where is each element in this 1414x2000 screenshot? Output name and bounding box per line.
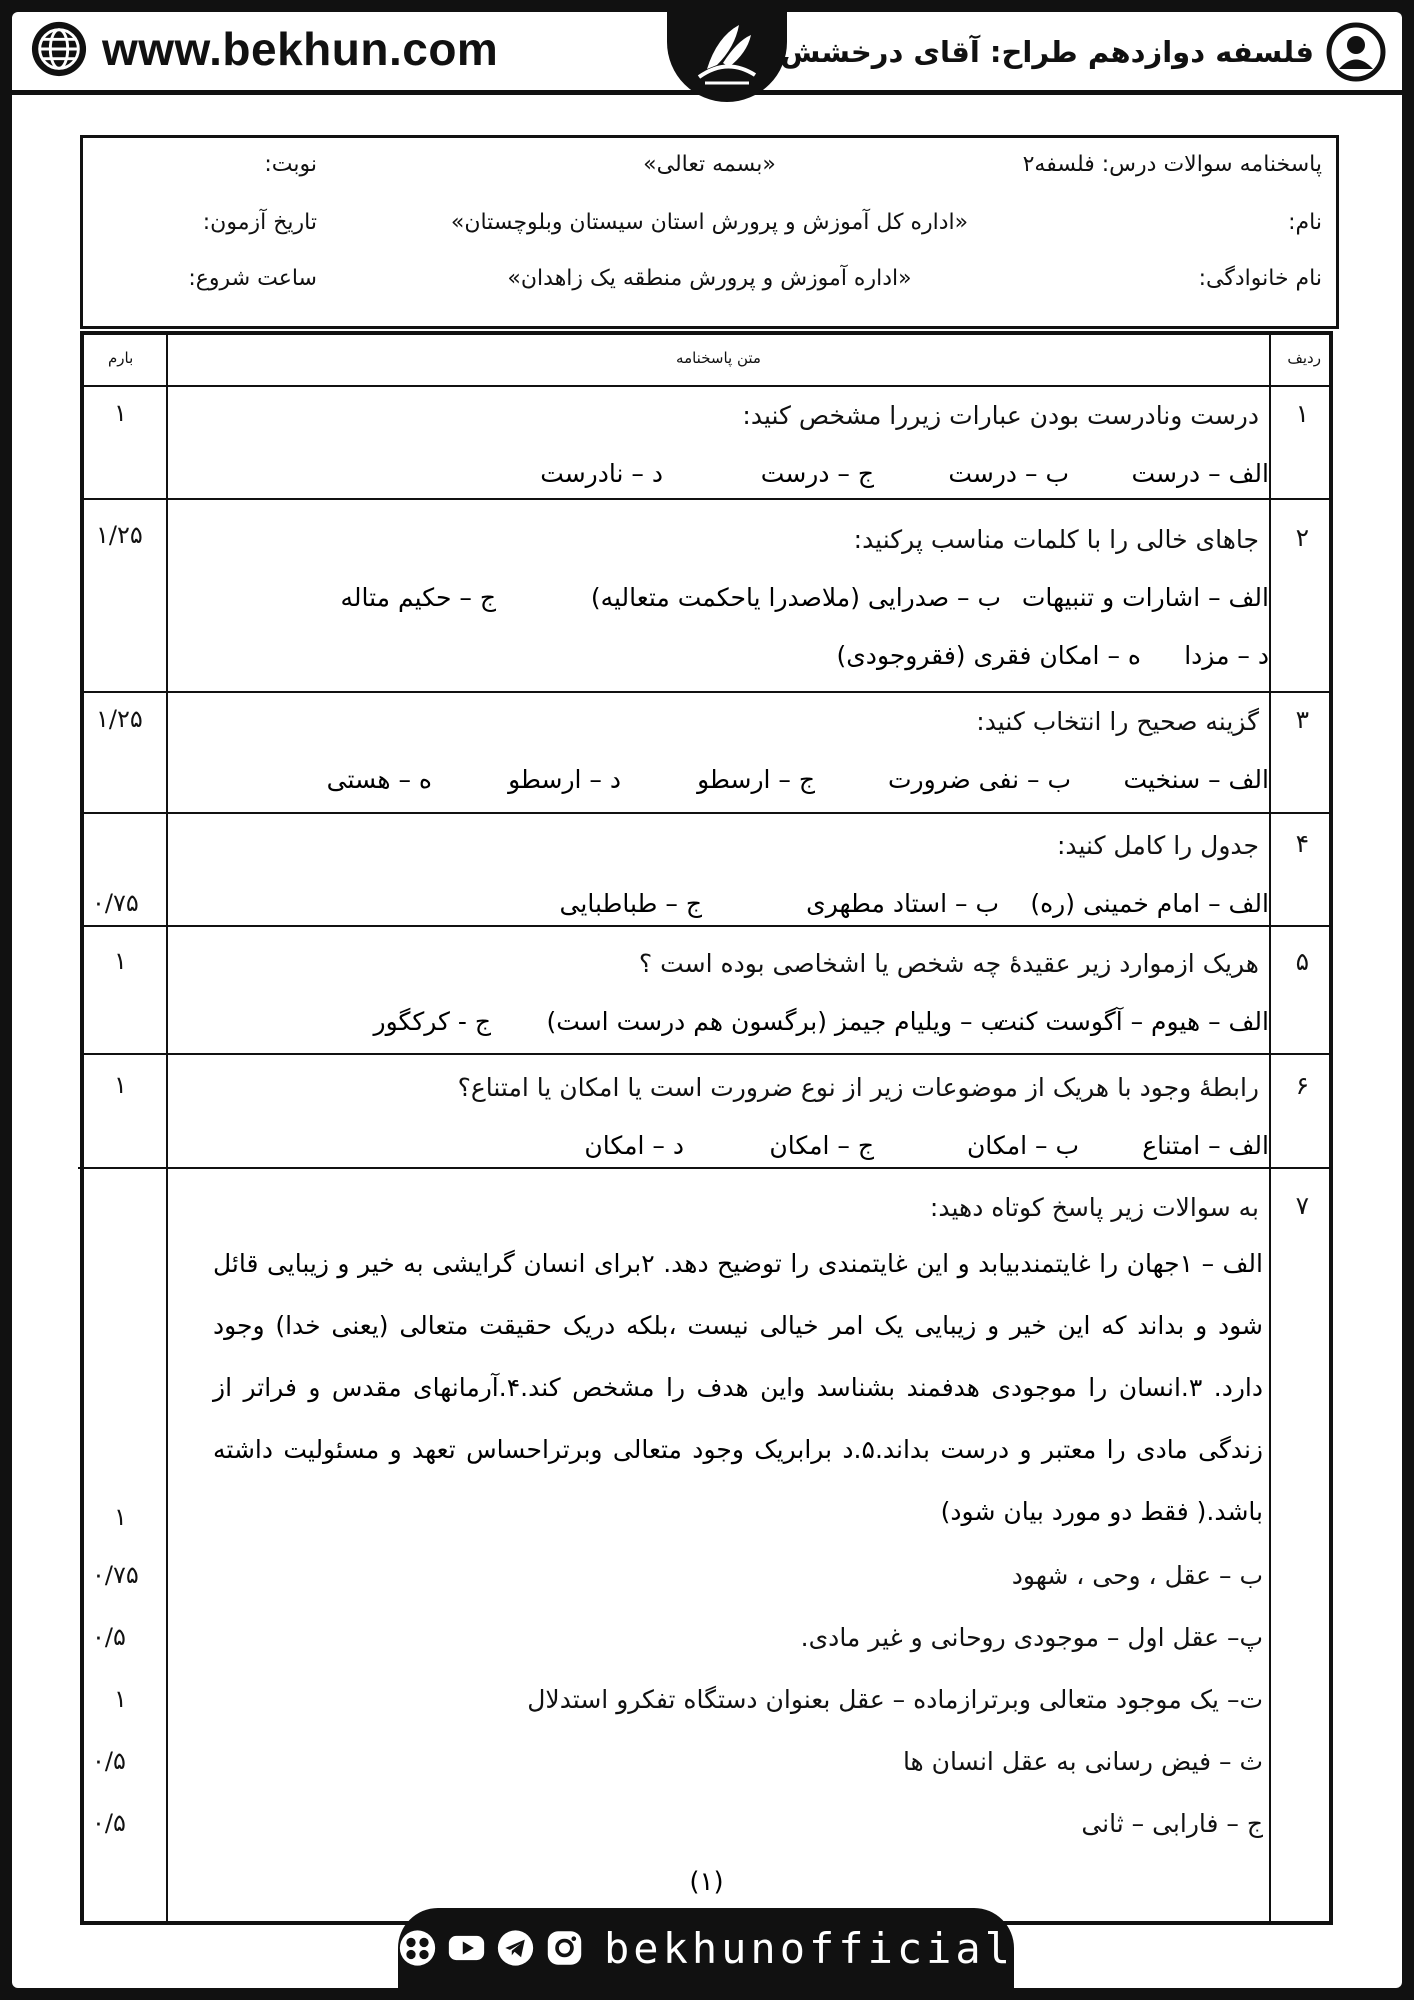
- question-score: ۰/۷۵: [92, 1561, 139, 1589]
- answer-item: الف – امتناع: [1142, 1131, 1269, 1160]
- question-number: ۶: [1295, 1071, 1309, 1100]
- answer-sheet-title: پاسخنامه سوالات درس: فلسفه۲: [1022, 152, 1322, 177]
- answer-item: ه – هستی: [326, 765, 432, 794]
- header-row-2: [97, 210, 1322, 250]
- question-number: ۵: [1295, 947, 1309, 976]
- answer-item: پ– عقل اول – موجودی روحانی و غیر مادی.: [800, 1623, 1263, 1652]
- answer-item: ت– یک موجود متعالی وبرترازماده – عقل بعنوان دستگاه تفکرو استدلال: [527, 1685, 1263, 1714]
- col-header-row: ردیف: [1287, 349, 1321, 367]
- district-office: «اداره آموزش و پرورش منطقه یک زاهدان»: [507, 266, 912, 291]
- question-text: جدول را کامل کنید:: [1056, 831, 1259, 860]
- page-number: (۱): [689, 1867, 724, 1897]
- row-divider: [84, 925, 1329, 927]
- row-divider: [84, 812, 1329, 814]
- instagram-icon[interactable]: [545, 1927, 584, 1969]
- question-number: ۷: [1295, 1191, 1309, 1220]
- turn-label: نوبت:: [264, 152, 317, 177]
- start-time-label: ساعت شروع:: [188, 266, 317, 291]
- question-text: هریک ازموارد زیر عقیدهٔ چه شخص یا اشخاصی بوده است ؟: [638, 949, 1259, 978]
- question-score: ۱: [114, 1071, 127, 1099]
- answer-item: ب – صدرایی (ملاصدرا یاحکمت متعالیه): [590, 583, 1001, 612]
- question-text: درست ونادرست بودن عبارات زیررا مشخص کنید:: [742, 401, 1259, 430]
- col-divider-score: [166, 335, 168, 1921]
- telegram-icon[interactable]: [496, 1927, 535, 1969]
- answer-item: ب – عقل ، وحی ، شهود: [1011, 1561, 1263, 1590]
- question-score: ۱: [114, 1503, 127, 1531]
- answer-item: ث – فیض رسانی به عقل انسان ها: [902, 1747, 1263, 1776]
- question-score: ۰/۵: [92, 1747, 126, 1775]
- answer-item: الف – اشارات و تنبیهات: [1021, 583, 1269, 612]
- answer-item: الف – هیوم – آگوست کنت: [993, 1007, 1269, 1036]
- youtube-icon[interactable]: [447, 1927, 486, 1969]
- question-score: ۰/۷۵: [92, 889, 139, 917]
- answer-item: الف – درست: [1131, 459, 1269, 488]
- question-score: ۱: [114, 399, 127, 427]
- answer-item: ب – درست: [948, 459, 1069, 488]
- answer-item: د – امکان: [584, 1131, 684, 1160]
- answer-table: [80, 331, 1333, 1925]
- question-text: به سوالات زیر پاسخ کوتاه دهید:: [929, 1193, 1259, 1222]
- logo-icon: [687, 17, 767, 95]
- answer-item: ه – امکان فقری (فقروجودی): [836, 641, 1141, 670]
- question-score: ۰/۵: [92, 1623, 126, 1651]
- website-url[interactable]: www.bekhun.com: [102, 23, 499, 75]
- subject-title: [780, 22, 1386, 82]
- name-label: نام:: [1288, 210, 1322, 235]
- question-text: رابطهٔ وجود با هریک از موضوعات زیر از نوع ضرورت است یا امکان یا امتناع؟: [457, 1073, 1259, 1102]
- question-number: ۳: [1295, 705, 1309, 734]
- answer-item: ج - کرکگور: [373, 1007, 491, 1036]
- top-banner: [12, 12, 1402, 95]
- answer-item: ج – طباطبایی: [559, 889, 702, 918]
- row-divider: [84, 385, 1329, 387]
- answer-item: د – نادرست: [540, 459, 663, 488]
- question-number: ۲: [1295, 523, 1309, 552]
- answer-paragraph-alef: الف – ۱جهان را غایتمندبیابد و این غایتمندی را توضیح دهد. ۲برای انسان گرایشی به خیر و زیبایی قائل شود و بداند که این خیر و زیبایی یک امر خیالی نیست ،بلکه دریک حقیقت متعالی (یعنی خدا) وجود دارد. ۳.انسان را موجودی هدفمند بشناسد واین هدف را مشخص کند.۴.آرمانهای مقدس و فراتر از زندگی مادی را معتبر و درست بداند.۵.د برابریک وجود متعالی وبرتراحساس تعهد و مسئولیت داشته باشد.( فقط دو مورد بیان شود): [213, 1249, 1263, 1526]
- basmala: «بسمه تعالی»: [643, 152, 776, 177]
- col-header-text: متن پاسخنامه: [676, 349, 761, 367]
- answer-item: الف – امام خمینی (ره): [1030, 889, 1269, 918]
- answer-item: د – مزدا: [1184, 641, 1269, 670]
- question-score: ۱/۲۵: [96, 705, 143, 733]
- answer-item: ج – حکیم متاله: [340, 583, 496, 612]
- question-number: ۱: [1295, 399, 1309, 428]
- question-text: جاهای خالی را با کلمات مناسب پرکنید:: [853, 525, 1259, 554]
- question-score: ۱: [114, 1685, 127, 1713]
- user-icon: [1326, 22, 1386, 82]
- website-link[interactable]: [30, 20, 498, 78]
- header-row-3: [97, 266, 1322, 306]
- province-office: «اداره کل آموزش و پرورش استان سیستان وبلوچستان»: [450, 210, 969, 235]
- answer-item: ج – امکان: [769, 1131, 874, 1160]
- social-footer: [398, 1908, 1014, 1988]
- answer-item: الف – سنخیت: [1123, 765, 1269, 794]
- answer-item: ج – ارسطو: [697, 765, 815, 794]
- answer-item: ج – درست: [760, 459, 874, 488]
- row-divider: [78, 1167, 1329, 1169]
- question-number: ۴: [1295, 829, 1309, 858]
- answer-item: ب – نفی ضرورت: [887, 765, 1071, 794]
- col-header-score: بارم: [108, 349, 134, 367]
- question-score: ۰/۵: [92, 1809, 126, 1837]
- answer-item: ب – استاد مطهری: [806, 889, 999, 918]
- exam-header-box: [80, 135, 1339, 329]
- question-score: ۱/۲۵: [96, 521, 143, 549]
- answer-item: ج – فارابی – ثانی: [1081, 1809, 1263, 1838]
- exam-date-label: تاریخ آزمون:: [202, 210, 317, 235]
- col-divider-row: [1269, 335, 1271, 1921]
- row-divider: [84, 1053, 1329, 1055]
- answer-item: د – ارسطو: [508, 765, 621, 794]
- question-score: ۱: [114, 947, 127, 975]
- subject-designer: فلسفه دوازدهم طراح: آقای درخشش: [780, 35, 1314, 69]
- question-text: گزینه صحیح را انتخاب کنید:: [976, 707, 1259, 736]
- footer-handle[interactable]: bekhunofficial: [604, 1923, 1015, 1973]
- family-name-label: نام خانوادگی:: [1198, 266, 1322, 291]
- header-row-1: [97, 152, 1322, 192]
- answer-item: ب – ویلیام جیمز (برگسون هم درست است): [546, 1007, 1004, 1036]
- globe-icon: [30, 20, 88, 78]
- aparat-icon[interactable]: [398, 1927, 437, 1969]
- answer-item: ب – امکان: [966, 1131, 1079, 1160]
- row-divider: [84, 691, 1329, 693]
- row-divider: [84, 498, 1329, 500]
- bekhun-logo: [667, 10, 787, 102]
